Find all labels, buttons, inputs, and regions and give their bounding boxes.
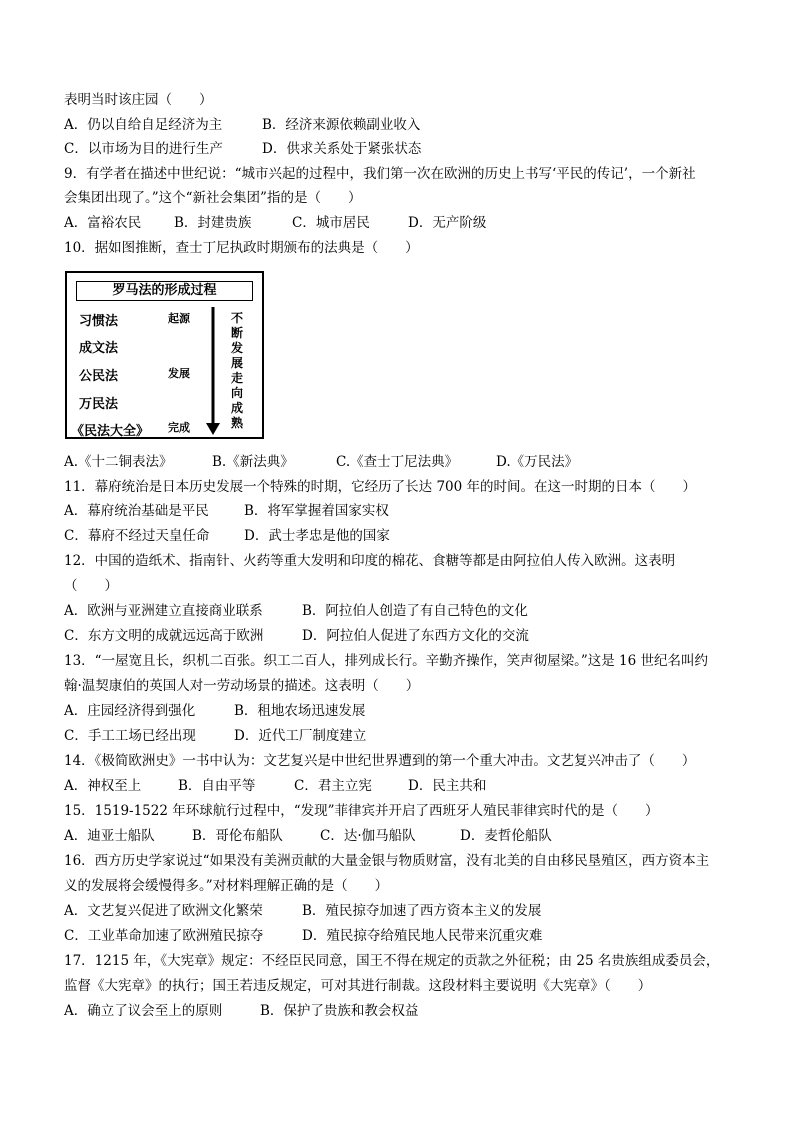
q16-option-b[interactable]: B．殖民掠夺加速了西方资本主义的发展 bbox=[302, 903, 542, 919]
q10-option-a[interactable]: A.《十二铜表法》 bbox=[64, 454, 173, 470]
q9-option-d[interactable]: D．无产阶级 bbox=[408, 215, 487, 231]
q15-option-b[interactable]: B．哥伦布船队 bbox=[192, 828, 283, 844]
q14-option-d[interactable]: D．民主共和 bbox=[408, 778, 487, 794]
q9-stem-line1: 9．有学者在描述中世纪说：“城市兴起的过程中，我们第一次在欧洲的历史上书写‘平民的传记’，一个新社 bbox=[64, 166, 696, 182]
q15-option-a[interactable]: A．迪亚士船队 bbox=[64, 828, 155, 844]
q12-stem-line2: （ ） bbox=[64, 578, 118, 594]
diagram-law-civil: 公民法 bbox=[79, 369, 119, 384]
q9-option-c[interactable]: C．城市居民 bbox=[292, 215, 370, 231]
q14-option-a[interactable]: A．神权至上 bbox=[64, 778, 142, 794]
q13-option-b[interactable]: B．租地农场迅速发展 bbox=[234, 703, 366, 719]
q15-option-d[interactable]: D．麦哲伦船队 bbox=[460, 828, 552, 844]
q12-stem-line1: 12．中国的造纸术、指南针、火药等重大发明和印度的棉花、食糖等都是由阿拉伯人传入欧洲。这表明 bbox=[64, 553, 676, 569]
q10-option-b[interactable]: B.《新法典》 bbox=[212, 454, 294, 470]
q15-stem: 15．1519-1522 年环球航行过程中，“发现”菲律宾并开启了西班牙人殖民菲律宾时代的是（ ） bbox=[64, 803, 659, 819]
roman-law-diagram bbox=[65, 271, 264, 439]
q17-stem-line1: 17．1215 年，《大宪章》规定：不经臣民同意，国王不得在规定的贡款之外征税；由 25 名贵族组成委员会， bbox=[64, 953, 720, 969]
q16-option-c[interactable]: C．工业革命加速了欧洲殖民掠夺 bbox=[64, 928, 264, 944]
diagram-law-gentium: 万民法 bbox=[79, 397, 119, 412]
q13-option-a[interactable]: A．庄园经济得到强化 bbox=[64, 703, 196, 719]
q11-option-a[interactable]: A．幕府统治基础是平民 bbox=[64, 503, 209, 519]
diagram-title: 罗马法的形成过程 bbox=[76, 281, 253, 301]
q15-option-c[interactable]: C．达·伽马船队 bbox=[320, 828, 416, 844]
diagram-stage-completion: 完成 bbox=[168, 421, 190, 434]
q13-stem-line1: 13．“一屋宽且长，织机二百张。织工二百人，排列成长行。辛勤齐操作，笑声彻屋梁。”这是 16 世纪名叫约 bbox=[64, 653, 708, 669]
q13-option-c[interactable]: C．手工工场已经出现 bbox=[64, 728, 196, 744]
diagram-vertical-caption: 不断发展走向成熟 bbox=[230, 311, 243, 430]
diagram-stage-development: 发展 bbox=[168, 367, 190, 380]
q14-stem: 14．《极简欧洲史》一书中认为：文艺复兴是中世纪世界遭到的第一个重大冲击。文艺复兴冲击了（ ） bbox=[64, 753, 696, 769]
q16-stem-line2: 义的发展将会缓慢得多。”对材料理解正确的是（ ） bbox=[64, 878, 389, 894]
q13-option-d[interactable]: D．近代工厂制度建立 bbox=[234, 728, 367, 744]
q14-option-c[interactable]: C．君主立宪 bbox=[294, 778, 372, 794]
q8-option-b[interactable]: B．经济来源依赖副业收入 bbox=[262, 117, 421, 133]
q12-option-a[interactable]: A．欧洲与亚洲建立直接商业联系 bbox=[64, 603, 263, 619]
q16-option-a[interactable]: A．文艺复兴促进了欧洲文化繁荣 bbox=[64, 903, 263, 919]
q9-option-b[interactable]: B．封建贵族 bbox=[174, 215, 252, 231]
diagram-law-customary: 习惯法 bbox=[79, 314, 119, 329]
diagram-law-written: 成文法 bbox=[79, 341, 119, 356]
q14-option-b[interactable]: B．自由平等 bbox=[178, 778, 256, 794]
q11-option-c[interactable]: C．幕府不经过天皇任命 bbox=[64, 528, 210, 544]
q9-stem-line2: 会集团出现了。”这个“新社会集团”指的是（ ） bbox=[64, 190, 362, 206]
q9-option-a[interactable]: A．富裕农民 bbox=[64, 215, 142, 231]
q16-stem-line1: 16．西方历史学家说过“如果没有美洲贡献的大量金银与物质财富，没有北美的自由移民垦殖区，西方资本主 bbox=[64, 853, 710, 869]
q17-option-a[interactable]: A．确立了议会至上的原则 bbox=[64, 1003, 223, 1019]
q11-stem: 11．幕府统治是日本历史发展一个特殊的时期，它经历了长达 700 年的时间。在这一时期的日本（ ） bbox=[64, 479, 697, 495]
q11-option-b[interactable]: B．将军掌握着国家实权 bbox=[244, 503, 389, 519]
q8-stem: 表明当时该庄园（ ） bbox=[64, 92, 213, 108]
q12-option-d[interactable]: D．阿拉伯人促进了东西方文化的交流 bbox=[302, 628, 529, 644]
q10-option-d[interactable]: D.《万民法》 bbox=[496, 454, 579, 470]
q17-option-b[interactable]: B．保护了贵族和教会权益 bbox=[260, 1003, 419, 1019]
q8-option-d[interactable]: D．供求关系处于紧张状态 bbox=[262, 141, 422, 157]
q17-stem-line2: 监督《大宪章》的执行；国王若违反规定，可对其进行制裁。这段材料主要说明《大宪章》（ ） bbox=[64, 978, 652, 994]
diagram-law-corpus: 《民法大全》 bbox=[71, 424, 150, 439]
q13-stem-line2: 翰·温契康伯的英国人对一劳动场景的描述。这表明（ ） bbox=[64, 678, 420, 694]
diagram-stage-origin: 起源 bbox=[168, 312, 190, 325]
q16-option-d[interactable]: D．殖民掠夺给殖民地人民带来沉重灾难 bbox=[302, 928, 543, 944]
q8-option-a[interactable]: A．仍以自给自足经济为主 bbox=[64, 117, 223, 133]
q12-option-c[interactable]: C．东方文明的成就远远高于欧洲 bbox=[64, 628, 264, 644]
q12-option-b[interactable]: B．阿拉伯人创造了有自己特色的文化 bbox=[302, 603, 528, 619]
q10-option-c[interactable]: C.《查士丁尼法典》 bbox=[336, 454, 459, 470]
q11-option-d[interactable]: D．武士孝忠是他的国家 bbox=[244, 528, 390, 544]
q8-option-c[interactable]: C．以市场为目的进行生产 bbox=[64, 141, 223, 157]
q10-stem: 10．据如图推断，查士丁尼执政时期颁布的法典是（ ） bbox=[64, 240, 419, 256]
